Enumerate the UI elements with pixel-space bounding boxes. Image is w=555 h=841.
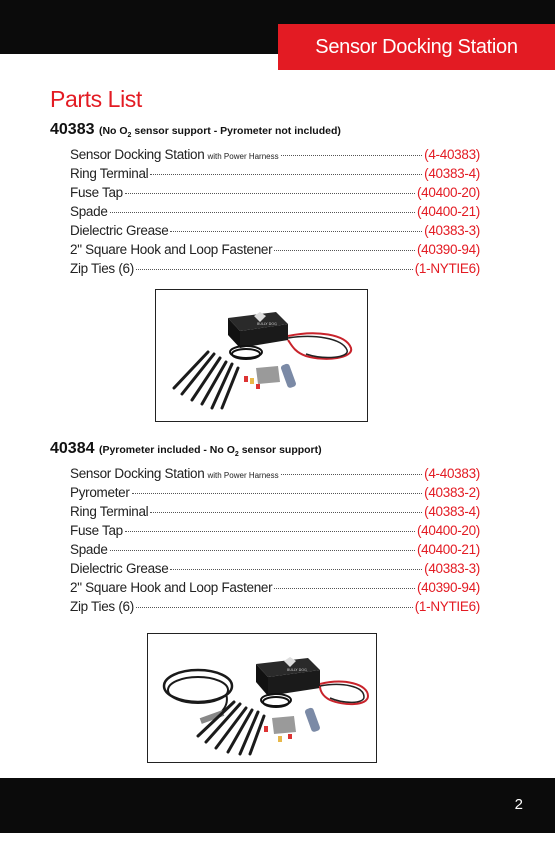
part-number: (40400-21)	[416, 204, 480, 219]
dot-leader	[125, 193, 415, 194]
part-name: Sensor Docking Station	[70, 466, 205, 481]
dot-leader	[150, 512, 422, 513]
kit-note: (No $O_2$ sensor support - Pyrometer not included)	[98, 125, 341, 140]
part-name: Dielectric Grease	[70, 223, 169, 238]
part-name: Spade	[70, 204, 108, 219]
dot-leader	[136, 607, 413, 608]
docking-station-image	[256, 657, 320, 696]
docking-station-image	[228, 312, 288, 348]
part-number: (40400-20)	[416, 185, 480, 200]
part-number: (40383-3)	[424, 561, 480, 576]
dot-leader	[274, 588, 415, 589]
dot-leader	[150, 174, 422, 175]
list-item	[70, 599, 480, 618]
part-number: (40383-4)	[424, 166, 480, 181]
list-item	[70, 166, 480, 185]
kit-heading	[50, 440, 322, 458]
product-photo	[155, 289, 368, 422]
part-name: Ring Terminal	[70, 504, 149, 519]
page-title: Sensor Docking Station	[278, 24, 555, 70]
part-name: Fuse Tap	[70, 185, 123, 200]
part-name: Zip Ties (6)	[70, 261, 134, 276]
parts-list	[70, 466, 480, 618]
list-item	[70, 466, 480, 485]
list-item	[70, 147, 480, 166]
part-number: (40383-3)	[424, 223, 480, 238]
part-number: (40400-21)	[416, 542, 480, 557]
list-item	[70, 523, 480, 542]
list-item	[70, 561, 480, 580]
dot-leader	[170, 231, 422, 232]
part-name: Spade	[70, 542, 108, 557]
list-item	[70, 485, 480, 504]
part-number: (40383-4)	[424, 504, 480, 519]
part-name: Sensor Docking Station	[70, 147, 205, 162]
kit-note: (Pyrometer included - No $O_2$ sensor support)	[98, 444, 322, 459]
kit-number: 40383	[50, 121, 95, 138]
part-number: (4-40383)	[424, 147, 480, 162]
part-name: Dielectric Grease	[70, 561, 169, 576]
part-qualifier: with Power Harness	[207, 152, 279, 161]
list-item	[70, 504, 480, 523]
part-name: 2" Square Hook and Loop Fastener	[70, 580, 273, 595]
list-item	[70, 242, 480, 261]
part-qualifier: with Power Harness	[207, 471, 279, 480]
dot-leader	[110, 550, 415, 551]
product-photo	[147, 633, 377, 763]
dot-leader	[136, 269, 413, 270]
page-number: 2	[514, 796, 523, 813]
part-name: 2" Square Hook and Loop Fastener	[70, 242, 273, 257]
dot-leader	[125, 531, 415, 532]
part-name: Zip Ties (6)	[70, 599, 134, 614]
part-number: (4-40383)	[424, 466, 480, 481]
dot-leader	[110, 212, 415, 213]
part-number: (1-NYTIE6)	[414, 599, 480, 614]
list-item	[70, 223, 480, 242]
svg-text:BULLY DOG: BULLY DOG	[257, 322, 277, 326]
dot-leader	[132, 493, 423, 494]
dot-leader	[170, 569, 422, 570]
list-item	[70, 580, 480, 599]
part-number: (40400-20)	[416, 523, 480, 538]
part-number: (40383-2)	[424, 485, 480, 500]
svg-text:BULLY DOG: BULLY DOG	[287, 668, 307, 672]
part-number: (40390-94)	[416, 242, 480, 257]
footer-bar	[0, 778, 555, 833]
list-item	[70, 185, 480, 204]
part-name: Ring Terminal	[70, 166, 149, 181]
part-number: (1-NYTIE6)	[414, 261, 480, 276]
kit-heading	[50, 121, 341, 139]
list-item	[70, 542, 480, 561]
list-item	[70, 204, 480, 223]
parts-list	[70, 147, 480, 280]
part-name: Fuse Tap	[70, 523, 123, 538]
kit-number: 40384	[50, 440, 95, 457]
part-name: Pyrometer	[70, 485, 130, 500]
dot-leader	[281, 474, 423, 475]
dot-leader	[281, 155, 423, 156]
dot-leader	[274, 250, 415, 251]
parts-list-heading: Parts List	[50, 86, 142, 112]
list-item	[70, 261, 480, 280]
part-number: (40390-94)	[416, 580, 480, 595]
